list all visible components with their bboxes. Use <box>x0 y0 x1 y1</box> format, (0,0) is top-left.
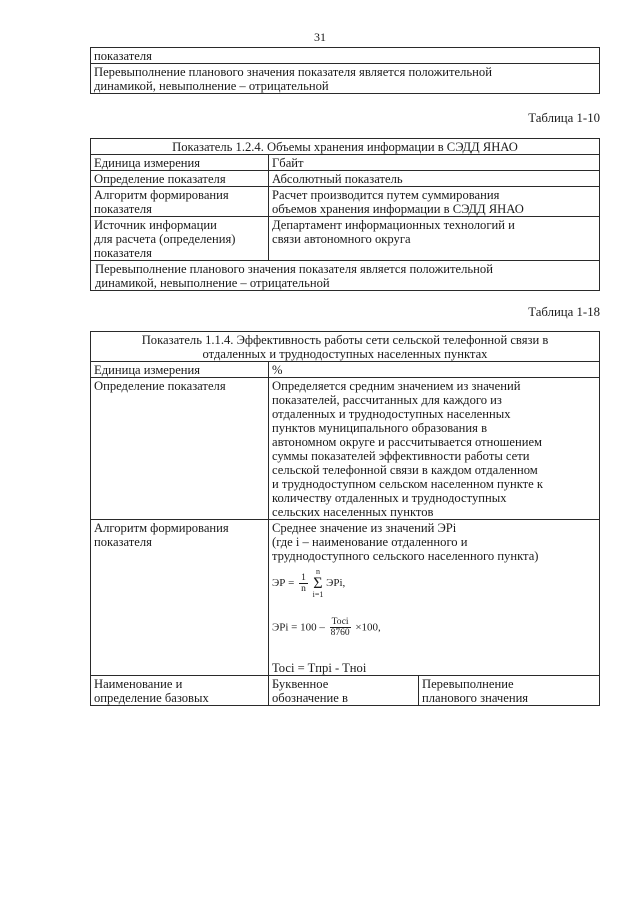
table-row: Определение показателя Абсолютный показатель <box>91 171 600 187</box>
table-1-10 <box>90 138 600 291</box>
definition-text: Определяется средним значением из значений показателей, рассчитанных для каждого из отдаленных и труднодоступных населенных пунктов муниципального образования в автономном округе и рассчитывается отношением суммы показателей эффективности работы сети сельской телефонной связи в каждом отдаленном и труднодоступном сельском населенном пункте к количеству отдаленных и труднодоступных сельских населенных пунктов <box>269 378 600 520</box>
table-1-18-caption: Таблица 1-18 <box>528 305 600 319</box>
algorithm-text: Среднее значение из значений ЭРi (где i – наименование отдаленного и труднодоступного сельского населенного пункта) ЭР = $\frac{1}{n}$ n Σ i=1 ЭPi, ЭРi = 100 – $\frac{\text{Тосi}}{8760}$ ×100, Тосi = Tпрi - Tнoi <box>269 520 600 676</box>
table-row: Единица измерения Гбайт <box>91 155 600 171</box>
formula-average: ЭР = $\frac{1}{n}$ n Σ i=1 ЭPi, <box>272 567 346 599</box>
continued-label: показателя <box>91 48 600 64</box>
table-1-10-footer: Перевыполнение планового значения показателя является положительной динамикой, невыполнение – отрицательной <box>91 261 600 291</box>
table-1-10-caption: Таблица 1-10 <box>528 111 600 125</box>
table-row: Алгоритм формирования показателя Среднее значение из значений ЭРi (где i – наименование отдаленного и труднодоступного сельского населенного пункта) ЭР = $\frac{1}{n}$ n Σ i=1 ЭPi, ЭРi = 100 – $\frac{\text{Тосi}}{8760}$ ×100, Тосi = Tпрi - Tнoi <box>91 520 600 676</box>
table-1-10-title: Показатель 1.2.4. Объемы хранения информации в СЭДД ЯНАО <box>91 139 600 155</box>
formula-efficiency: ЭРi = 100 – $\frac{\text{Тосi}}{8760}$ ×100, <box>272 617 381 638</box>
table-1-18 <box>90 331 600 706</box>
continued-table <box>90 47 600 94</box>
sum-symbol: n Σ i=1 <box>312 567 324 599</box>
table-row: Алгоритм формирования показателя Расчет производится путем суммирования объемов хранения информации в СЭДД ЯНАО <box>91 187 600 217</box>
table-1-18-title: Показатель 1.1.4. Эффективность работы сети сельской телефонной связи в отдаленных и труднодоступных населенных пунктах <box>91 332 600 362</box>
continued-note: Перевыполнение планового значения показателя является положительной динамикой, невыполнение – отрицательной <box>91 64 600 94</box>
table-row: Источник информации для расчета (определения) показателя Департамент информационных технологий и связи автономного округа <box>91 217 600 261</box>
table-row: Единица измерения % <box>91 362 600 378</box>
table-row: Определение показателя Определяется средним значением из значений показателей, рассчитанных для каждого из отдаленных и труднодоступных населенных пунктов муниципального образования в автономном округе и рассчитывается отношением суммы показателей эффективности работы сети сельской телефонной связи в каждом отдаленном и труднодоступном сельском населенном пункте к количеству отдаленных и труднодоступных сельских населенных пунктов <box>91 378 600 520</box>
page-number: 31 <box>314 30 326 44</box>
table-row: Наименование и определение базовых Буквенное обозначение в Перевыполнение планового значения <box>91 676 600 706</box>
formula-downtime: Тосi = Tпрi - Tнoi <box>272 661 367 675</box>
